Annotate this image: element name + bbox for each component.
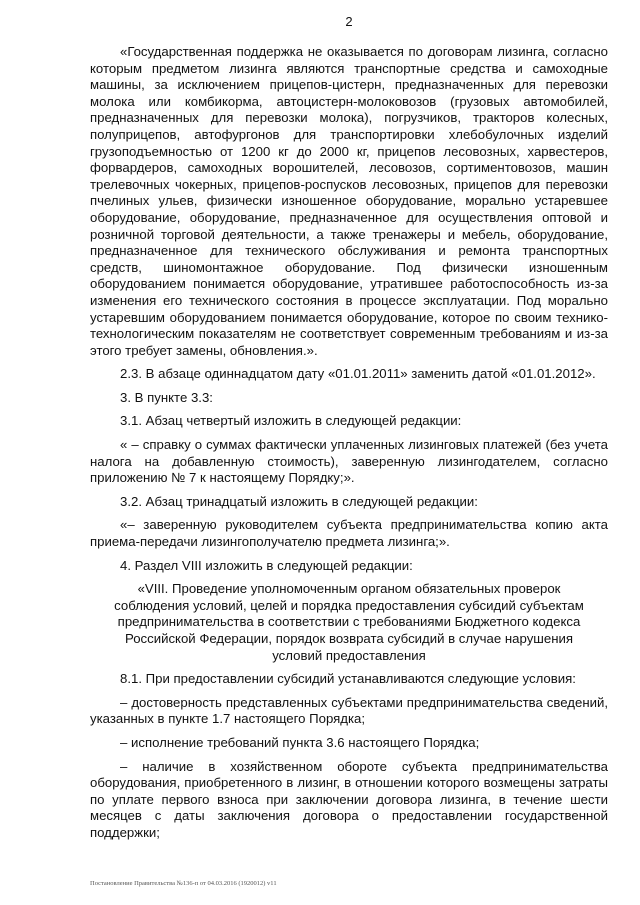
page-number: 2 bbox=[345, 14, 353, 29]
section-viii-heading: «VIII. Проведение уполномоченным органом обязательных проверок соблюдения условий, целей и порядка предоставления субсидий субъектам предпринимательства в соответствии с требованиями Бюджетного кодекса Российской Федерации, порядок возврата субсидий в случае нарушения условий предоставления bbox=[114, 581, 584, 663]
paragraph-3-2-text: «– заверенную руководителем субъекта предпринимательства копию акта приема-передачи лизингополучателю предмета лизинга;». bbox=[90, 517, 608, 550]
paragraph-3-1: 3.1. Абзац четвертый изложить в следующей редакции: bbox=[120, 413, 462, 429]
paragraph-3-2: 3.2. Абзац тринадцатый изложить в следующей редакции: bbox=[120, 493, 478, 509]
condition-requirements: – исполнение требований пункта 3.6 настоящего Порядка; bbox=[120, 734, 480, 750]
document-footer: Постановление Правительства №136-п от 04.03.2016 (1920012) v11 bbox=[90, 880, 277, 887]
paragraph-3-1-text: « – справку о суммах фактически уплаченных лизинговых платежей (без учета налога на добавленную стоимость), заверенную лизингодателем, согласно приложению № 7 к настоящему Порядку;». bbox=[90, 437, 608, 486]
paragraph-3: 3. В пункте 3.3: bbox=[120, 389, 213, 405]
condition-reliability: – достоверность представленных субъектами предпринимательства сведений, указанных в пункте 1.7 настоящего Порядка; bbox=[90, 694, 608, 727]
paragraph-8-1: 8.1. При предоставлении субсидий устанавливаются следующие условия: bbox=[120, 671, 576, 687]
paragraph-2-3: 2.3. В абзаце одиннадцатом дату «01.01.2011» заменить датой «01.01.2012». bbox=[120, 366, 596, 382]
document-page bbox=[90, 14, 608, 842]
condition-equipment: – наличие в хозяйственном обороте субъекта предпринимательства оборудования, приобретенного в лизинг, в отношении которого возмещены затраты по уплате первого взноса при заключении договора лизинга, в течение шести месяцев с даты заключения договора о предоставлении государственной поддержки; bbox=[90, 758, 608, 840]
paragraph-4: 4. Раздел VIII изложить в следующей редакции: bbox=[120, 557, 413, 573]
paragraph-leasing-exclusions: «Государственная поддержка не оказывается по договорам лизинга, согласно которым предметом лизинга являются транспортные средства и самоходные машины, за исключением прицепов-цистерн, предназначенных для перевозки молока или комбикорма, автоцистерн-молоковозов (грузовых автомобилей, предназначенных для перевозки молока), погрузчиков, тракторов колесных, полуприцепов, автофургонов для транспортировки хлебобулочных изделий грузоподъемностью от 1200 кг до 2000 кг, прицепов лесовозных, харвестеров, форвардеров, самоходных ворошителей, лесовозов, сортиментовозов, машин трелевочных чокерных, прицепов-роспусков лесовозных, прицепов для перевозки пчелиных ульев, физически изношенное оборудование, морально устаревшее оборудование, оборудование, предназначенное для осуществления оптовой и розничной торговой деятельности, а также тренажеры и мебель, оборудование, предназначенное для технического обслуживания и ремонта транспортных средств, шиномонтажное оборудование. Под физически изношенным оборудованием понимается оборудование, утратившее работоспособность из-за изменения его технического состояния в процессе эксплуатации. Под морально устаревшим оборудованием понимается оборудование, которое по своим технико-технологическим показателям не соответствует современным требованиям и из-за этого требует замены, обновления.». bbox=[90, 44, 608, 358]
